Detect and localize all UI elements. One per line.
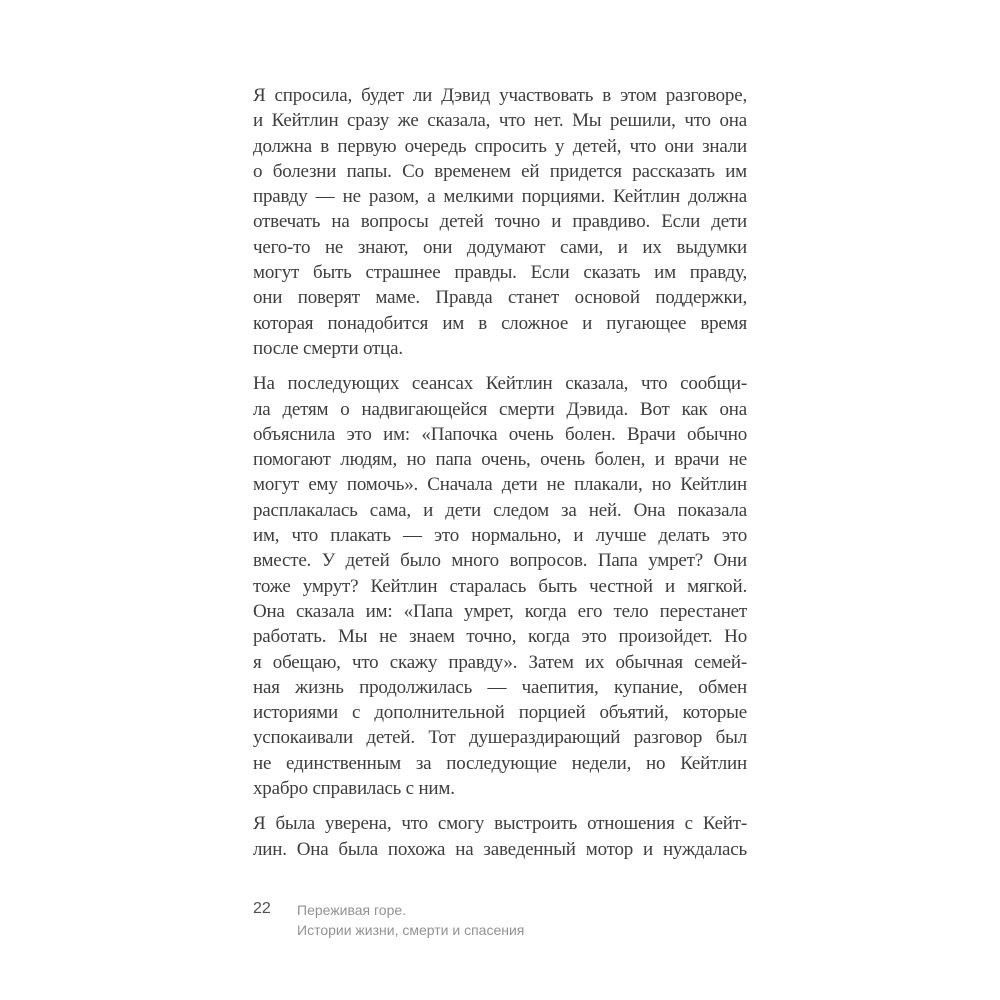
text-line: должна в первую очередь спросить у детей, что они знали: [253, 135, 747, 157]
text-line: храбро справилась с ним.: [253, 778, 455, 800]
text-line: ная жизнь продолжилась — чаепития, купание, обмен: [253, 676, 747, 698]
text-line: отвечать на вопросы детей точно и правдиво. Если дети: [253, 211, 747, 233]
text-line: и Кейтлин сразу же сказала, что нет. Мы решили, что она: [253, 110, 747, 132]
text-line: работать. Мы не знаем точно, когда это произойдет. Но: [253, 626, 747, 648]
text-line: помогают людям, но папа очень, очень болен, и врачи не: [253, 449, 747, 471]
text-line: они поверят маме. Правда станет основой поддержки,: [253, 287, 747, 309]
text-line: могут быть страшнее правды. Если сказать им правду,: [253, 262, 747, 284]
text-line: расплакалась сама, и дети следом за ней. Она показала: [253, 499, 747, 521]
text-line: о болезни папы. Со временем ей придется рассказать им: [253, 160, 747, 182]
text-line: чего-то не знают, они додумают сами, и их выдумки: [253, 236, 747, 258]
paragraph: [253, 83, 747, 361]
text-line: Я спросила, будет ли Дэвид участвовать в этом разговоре,: [253, 85, 747, 106]
text-line: после смерти отца.: [253, 337, 403, 359]
text-line: я обещаю, что скажу правду». Затем их обычная семей-: [253, 651, 747, 673]
text-line: им, что плакать — это нормально, и лучше делать это: [253, 525, 747, 547]
page-number: 22: [253, 900, 271, 917]
text-line: Я была уверена, что смогу выстроить отношения с Кейт-: [253, 813, 747, 835]
text-line: правду — не разом, а мелкими порциями. Кейтлин должна: [253, 186, 747, 208]
text-line: могут ему помочь». Сначала дети не плакали, но Кейтлин: [253, 474, 747, 496]
paragraph: [253, 371, 747, 801]
text-line: не единственным за последующие недели, но Кейтлин: [253, 752, 747, 774]
running-title-line2: Истории жизни, смерти и спасения: [297, 922, 525, 938]
text-line: ла детям о надвигающейся смерти Дэвида. Вот как она: [253, 398, 747, 420]
text-line: тоже умрут? Кейтлин старалась быть честной и мягкой.: [253, 575, 747, 597]
running-title: [297, 900, 524, 940]
text-line: лин. Она была похожа на заведенный мотор и нуждалась: [253, 838, 747, 860]
text-line: На последующих сеансах Кейтлин сказала, что сообщи-: [253, 373, 747, 395]
running-title-line1: Переживая горе.: [297, 902, 407, 918]
text-line: объяснила это им: «Папочка очень болен. Врачи обычно: [253, 423, 747, 445]
text-line: которая понадобится им в сложное и пугающее время: [253, 312, 747, 334]
text-line: вместе. У детей было много вопросов. Папа умрет? Они: [253, 550, 747, 572]
text-line: историями с дополнительной порцией объятий, которые: [253, 702, 747, 724]
page-text: [253, 83, 747, 862]
text-line: успокаивали детей. Тот душераздирающий разговор был: [253, 727, 747, 749]
text-line: Она сказала им: «Папа умрет, когда его тело перестанет: [253, 600, 747, 622]
paragraph: [253, 811, 747, 862]
